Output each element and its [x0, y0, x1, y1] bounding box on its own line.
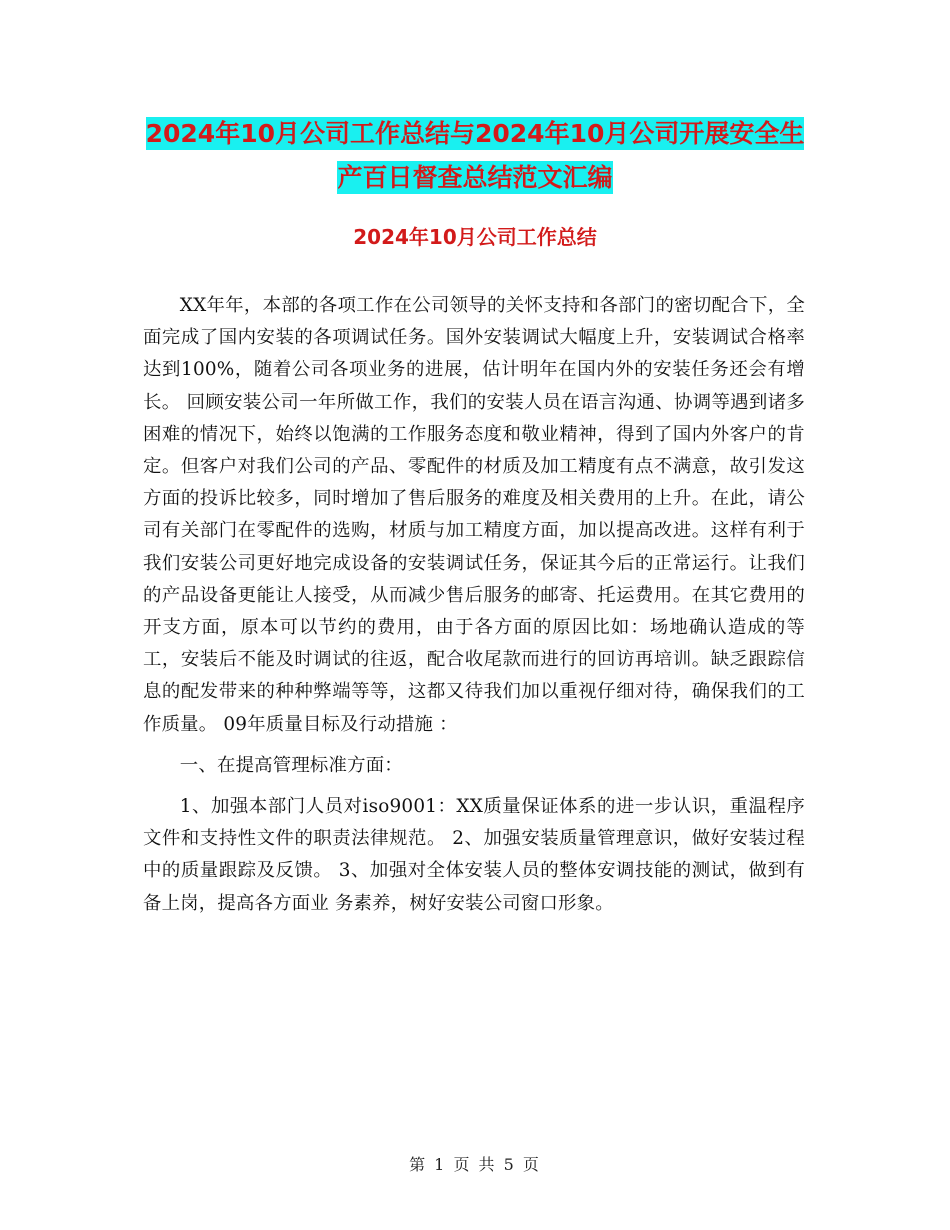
paragraph: XX年年，本部的各项工作在公司领导的关怀支持和各部门的密切配合下，全面完成了国内安装的各项调试任务。国外安装调试大幅度上升，安装调试合格率达到100%，随着公司各项业务的进展，估计明年在国内外的安装任务还会有增长。 回顾安装公司一年所做工作，我们的安装人员在语言沟通、协调等遇到诸多困难的情况下，始终以饱满的工作服务态度和敬业精神，得到了国内外客户的肯定。但客户对我们公司的产品、零配件的材质及加工精度有点不满意，故引发这方面的投诉比较多，同时增加了售后服务的难度及相关费用的上升。在此，请公司有关部门在零配件的选购，材质与加工精度方面，加以提高改进。这样有利于我们安装公司更好地完成设备的安装调试任务，保证其今后的正常运行。让我们的产品设备更能让人接受，从而减少售后服务的邮寄、托运费用。在其它费用的开支方面，原本可以节约的费用，由于各方面的原因比如：场地确认造成的等工，安装后不能及时调试的往返，配合收尾款而进行的回访再培训。缺乏跟踪信息的配发带来的种种弊端等等，这都又待我们加以重视仔细对待，确保我们的工作质量。 09年质量目标及行动措施 ： [143, 295, 805, 735]
page-footer: 第 1 页 共 5 页 [409, 1155, 541, 1174]
section-title: 2024年10月公司工作总结 [353, 225, 597, 249]
paragraph: 1、加强本部门人员对iso9001：XX质量保证体系的进一步认识，重温程序 文件和支持性文件的职责法律规范。 2、加强安装质量管理意识，做好安装过程中的质量跟踪及反馈。 3、加强对全体安装人员的整体安调技能的测试，做到有备上岗，提高各方面业 务素养，树好安装公司窗口形象。 [143, 796, 805, 914]
document-body [143, 290, 805, 920]
document-title [140, 112, 810, 200]
paragraph: 一、在提高管理标准方面： [179, 754, 403, 776]
document-title-text: 2024年10月公司工作总结与2024年10月公司开展安全生产百日督查总结范文汇编 [145, 119, 805, 192]
